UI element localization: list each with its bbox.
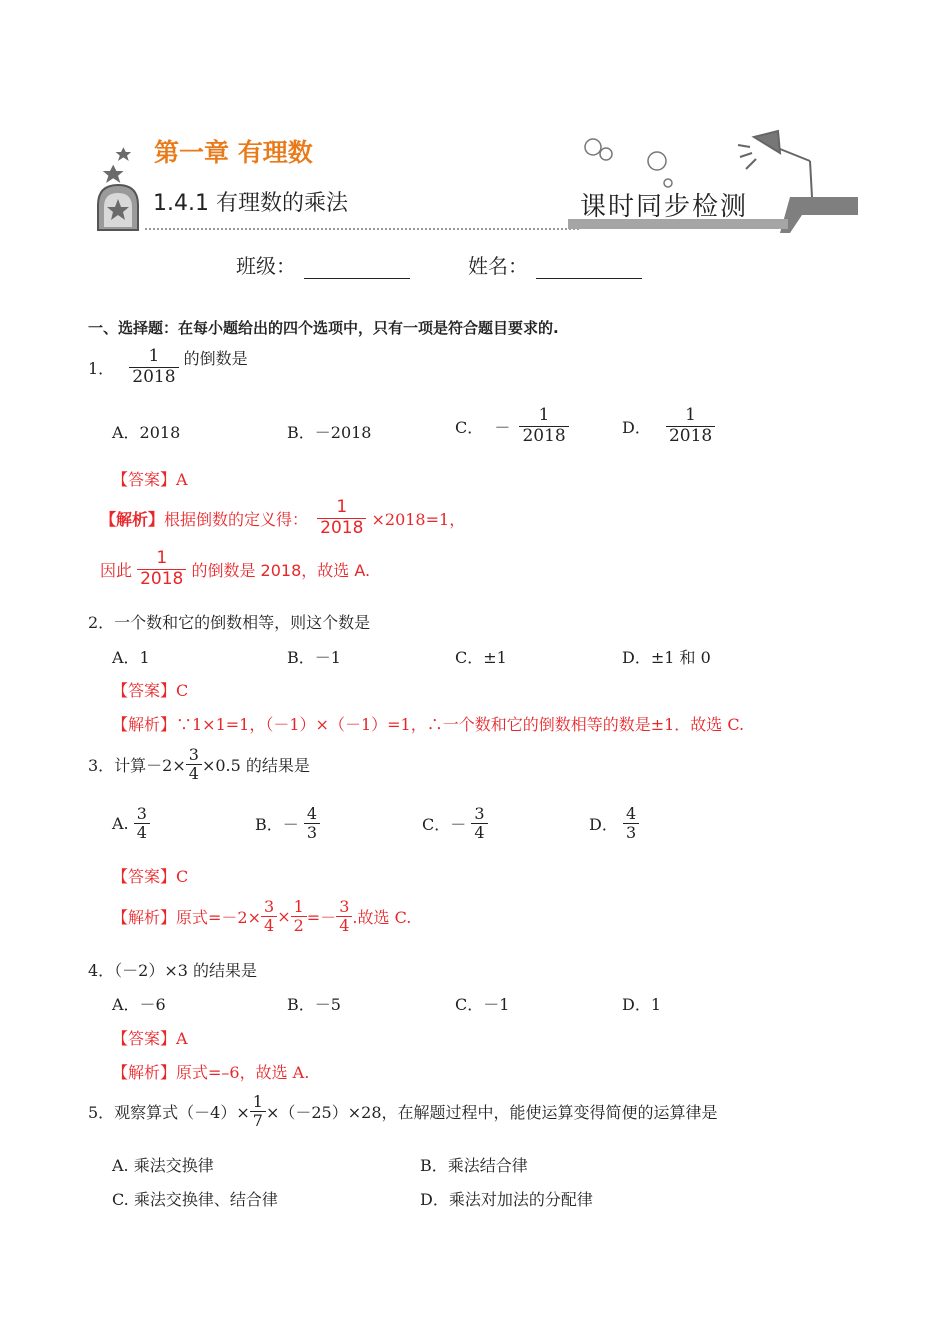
name-label: 姓名： (468, 254, 528, 278)
class-label: 班级： (236, 254, 296, 278)
analysis: 【解析】原式=–6，故选 A. (112, 1063, 310, 1082)
option-a[interactable]: A. $\frac{3}{4}$ (112, 805, 150, 843)
analysis: 【解析】根据倒数的定义得： $\frac{1}{2018}$ ×2018=1， (100, 497, 466, 538)
question-stem: 1． $\frac{1}{2018}$ 的倒数是 (88, 346, 248, 387)
option-d[interactable]: D．1 (622, 995, 662, 1014)
option-a[interactable]: A．－6 (112, 995, 166, 1014)
name-blank[interactable] (536, 260, 642, 279)
option-d[interactable]: D．乘法对加法的分配律 (420, 1190, 593, 1209)
option-a[interactable]: A．1 (112, 648, 150, 667)
option-b[interactable]: B．－ $\frac{4}{3}$ (255, 805, 320, 843)
class-blank[interactable] (304, 260, 410, 279)
name-field (468, 250, 642, 279)
analysis: 【解析】∵1×1=1，（－1）×（－1）=1，∴一个数和它的倒数相等的数是±1．故选 C. (112, 715, 745, 734)
fraction: $\frac{1}{2018}$ (129, 347, 178, 387)
bubble-icon (585, 139, 601, 155)
option-d[interactable]: D．±1 和 0 (622, 648, 711, 667)
option-b[interactable]: B．－5 (287, 995, 341, 1014)
option-d[interactable]: D． $\frac{4}{3}$ (589, 805, 639, 843)
desk-lamp-icon (738, 131, 812, 197)
answer: 【答案】C (112, 681, 189, 700)
analysis-cont: 因此 $\frac{1}{2018}$ 的倒数是 2018，故选 A. (100, 548, 371, 589)
option-b[interactable]: B．－1 (287, 648, 341, 667)
question-stem: 2．一个数和它的倒数相等，则这个数是 (88, 613, 371, 632)
answer: 【答案】A (112, 470, 188, 489)
option-c[interactable]: C．－ $\frac{3}{4}$ (422, 805, 488, 843)
option-d[interactable]: D． $\frac{1}{2018}$ (622, 406, 715, 446)
option-c[interactable]: C. 乘法交换律、结合律 (112, 1190, 278, 1209)
option-a[interactable]: A. 乘法交换律 (112, 1156, 214, 1175)
option-b[interactable]: B．乘法结合律 (420, 1156, 528, 1175)
analysis: 【解析】原式=－2× $\frac{3}{4}$ × $\frac{1}{2}$ =－ $\frac{3}{4}$ .故选 C. (112, 897, 412, 936)
option-a[interactable]: A．2018 (112, 423, 181, 442)
chapter-title: 第一章 有理数 (154, 138, 313, 167)
answer: 【答案】A (112, 1029, 188, 1048)
question-stem: 3．计算－2× $\frac{3}{4}$ ×0.5 的结果是 (88, 745, 310, 784)
class-field (236, 250, 410, 279)
option-c[interactable]: C． － $\frac{1}{2018}$ (455, 406, 569, 446)
option-c[interactable]: C．±1 (455, 648, 507, 667)
question-stem: 5．观察算式（－4）× $\frac{1}{7}$ ×（－25）×28，在解题过程中，能使运算变得简便的运算律是 (88, 1092, 718, 1131)
star-medal-icon (98, 147, 138, 230)
brand-title: 课时同步检测 (580, 192, 749, 222)
option-b[interactable]: B．－2018 (287, 423, 372, 442)
answer: 【答案】C (112, 867, 189, 886)
option-c[interactable]: C．－1 (455, 995, 510, 1014)
part-heading: 一、选择题：在每小题给出的四个选项中，只有一项是符合题目要求的. (88, 319, 559, 337)
question-stem: 4．（－2）×3 的结果是 (88, 961, 258, 980)
section-title: 1.4.1 有理数的乘法 (153, 191, 348, 216)
